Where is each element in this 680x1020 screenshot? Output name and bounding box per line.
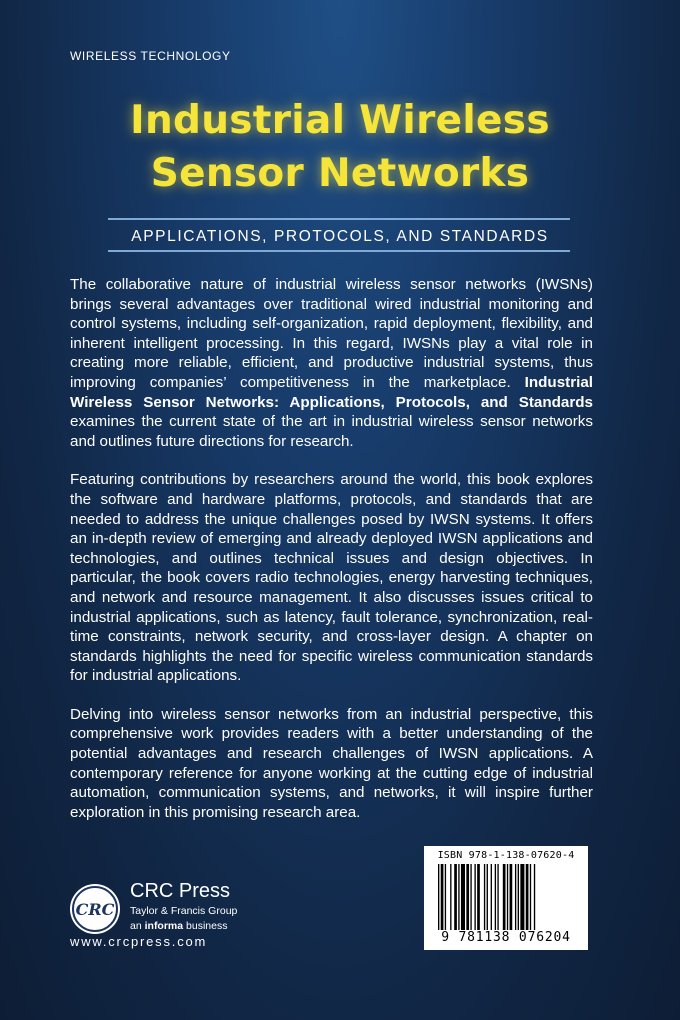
ean-digits: 9 781138 076204 [441, 930, 571, 945]
publisher-url[interactable]: www.crcpress.com [70, 934, 208, 949]
book-subtitle: APPLICATIONS, PROTOCOLS, AND STANDARDS [131, 228, 549, 245]
series-label: WIRELESS TECHNOLOGY [70, 49, 231, 63]
crc-logo-icon [70, 884, 120, 934]
title-line-2: Sensor Networks [150, 151, 530, 196]
book-title [0, 94, 680, 200]
isbn-label: ISBN 978-1-138-07620-4 [437, 850, 575, 861]
publisher-group: Taylor & Francis Group [130, 905, 238, 917]
subtitle-rule-top [108, 218, 570, 220]
crc-logo [70, 884, 120, 934]
barcode-icon [438, 864, 574, 930]
publisher-name: CRC Press [130, 880, 231, 902]
subtitle-rule-bottom [108, 250, 570, 252]
business-suffix: business [183, 920, 228, 932]
title-line-1: Industrial Wireless [130, 98, 550, 143]
description [70, 275, 593, 841]
publisher-business [130, 920, 227, 932]
description-paragraph-3: Delving into wireless sensor networks from an industrial perspective, this comprehensive work provides readers with a better understanding of the potential advantages and research challenges of IWSN applications. A contemporary reference for anyone working at the cutting edge of industrial automation, communication systems, and networks, it will inspire further exploration in this promising research area. [70, 705, 593, 821]
crc-logo-text: CRC [75, 900, 115, 919]
p1-bold-title: Industrial Wireless Sensor Networks: Applications, Protocols, and Standards [70, 373, 593, 411]
barcode-box [424, 846, 588, 950]
business-prefix: an [130, 920, 145, 932]
description-paragraph-1 [70, 275, 593, 451]
business-bold: informa [144, 920, 184, 932]
p1-end: examines the current state of the art in industrial wireless sensor networks and outlines future directions for research. [70, 413, 593, 450]
p1-start: The collaborative nature of industrial wireless sensor networks (IWSNs) brings several advantages over traditional wired industrial monitoring and control systems, including self-organization, rapid deployment, flexibility, and inherent intelligent processing. In this regard, IWSNs play a vital role in creating more reliable, efficient, and productive industrial systems, thus improving companies’ competitiveness in the marketplace. [70, 276, 593, 391]
description-paragraph-2: Featuring contributions by researchers around the world, this book explores the software and hardware platforms, protocols, and standards that are needed to address the unique challenges posed by IWSN systems. It offers an in-depth review of emerging and already deployed IWSN applications and technologies, and outlines technical issues and design objectives. In particular, the book covers radio technologies, energy harvesting techniques, and network and resource management. It also discusses issues critical to industrial applications, such as latency, fault tolerance, synchronization, real-time constraints, network security, and cross-layer design. A chapter on standards highlights the need for specific wireless communication standards for industrial applications. [70, 471, 593, 685]
